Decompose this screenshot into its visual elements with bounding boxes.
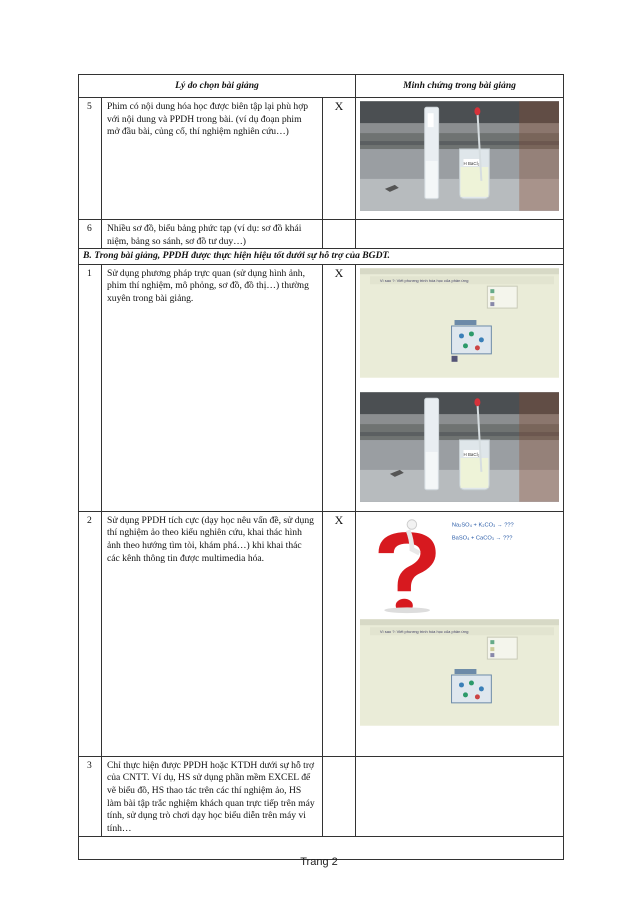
row-mark <box>323 756 356 836</box>
screen-simulation-photo <box>360 268 559 378</box>
screen-title: Vì sao ?: Viết phương trình hóa học của phản ứng <box>379 628 469 634</box>
row-number: 2 <box>79 511 102 756</box>
row-text: Sử dụng phương pháp trực quan (sử dụng hình ảnh, phim thí nghiệm, mô phỏng, sơ đồ, đồ thị…) thường xuyên trong bài giảng. <box>102 264 323 511</box>
formula-1: Na₂SO₄ + K₂CO₃ → ??? <box>451 522 514 529</box>
row-mark: X <box>323 98 356 220</box>
lab-beaker-photo-2 <box>360 392 559 502</box>
evidence-cell <box>356 511 564 756</box>
evidence-cell <box>356 756 564 836</box>
row-text: Sử dụng PPDH tích cực (dạy học nêu vấn đề, sử dụng thí nghiệm ảo theo kiểu nghiên cứu, khai thác hình ảnh theo hướng tìm tòi, khám phá…) khi khai thác các kênh thông tin được multimedia hóa. <box>102 511 323 756</box>
row-number: 6 <box>79 220 102 249</box>
table-row <box>79 511 564 756</box>
section-b-title: B. Trong bài giảng, PPDH được thực hiện hiệu tốt dưới sự hỗ trợ của BGDT. <box>79 249 564 265</box>
evidence-table <box>78 74 564 860</box>
page-number: Trang 2 <box>300 856 338 868</box>
header-reason: Lý do chọn bài giảng <box>79 75 356 98</box>
screen-title: Vì sao ?: Viết phương trình hóa học của phản ứng <box>379 277 469 283</box>
evidence-cell <box>356 98 564 220</box>
row-number: 3 <box>79 756 102 836</box>
evidence-cell <box>356 264 564 511</box>
row-mark: X <box>323 511 356 756</box>
section-b-row <box>79 249 564 265</box>
evidence-cell <box>356 220 564 249</box>
table-row <box>79 98 564 220</box>
beaker-label: H BaCl₂ <box>463 451 480 457</box>
row-number: 1 <box>79 264 102 511</box>
table-row <box>79 220 564 249</box>
row-mark <box>323 220 356 249</box>
table-header-row <box>79 75 564 98</box>
beaker-label: H BaCl₂ <box>463 160 480 166</box>
row-text: Nhiều sơ đồ, biểu bảng phức tạp (ví dụ: sơ đồ khái niệm, bảng so sánh, sơ đồ tư duy…) <box>102 220 323 249</box>
row-number: 5 <box>79 98 102 220</box>
table-row <box>79 756 564 836</box>
row-mark: X <box>323 264 356 511</box>
lab-beaker-photo <box>360 101 559 211</box>
table-row <box>79 264 564 511</box>
question-mark-illustration <box>360 515 559 615</box>
formula-2: BaSO₄ + CaCO₃ → ??? <box>451 535 513 542</box>
row-text: Chỉ thực hiện được PPDH hoặc KTDH dưới sự hỗ trợ của CNTT. Ví dụ, HS sử dụng phần mềm EXCEL để vẽ biểu đồ, HS thao tác trên các thí nghiệm ảo, HS làm bài tập trắc nghiệm khách quan trực tiếp trên máy tính, sử dụng trò chơi dạy học biểu diễn trên máy vi tính… <box>102 756 323 836</box>
row-text: Phim có nội dung hóa học được biên tập lại phù hợp với nội dung và PPDH trong bài. (ví dụ đoạn phim mở đầu bài, củng cố, thí nghiệm nghiên cứu…) <box>102 98 323 220</box>
header-evidence: Minh chứng trong bài giảng <box>356 75 564 98</box>
screen-simulation-photo-2 <box>360 619 559 726</box>
